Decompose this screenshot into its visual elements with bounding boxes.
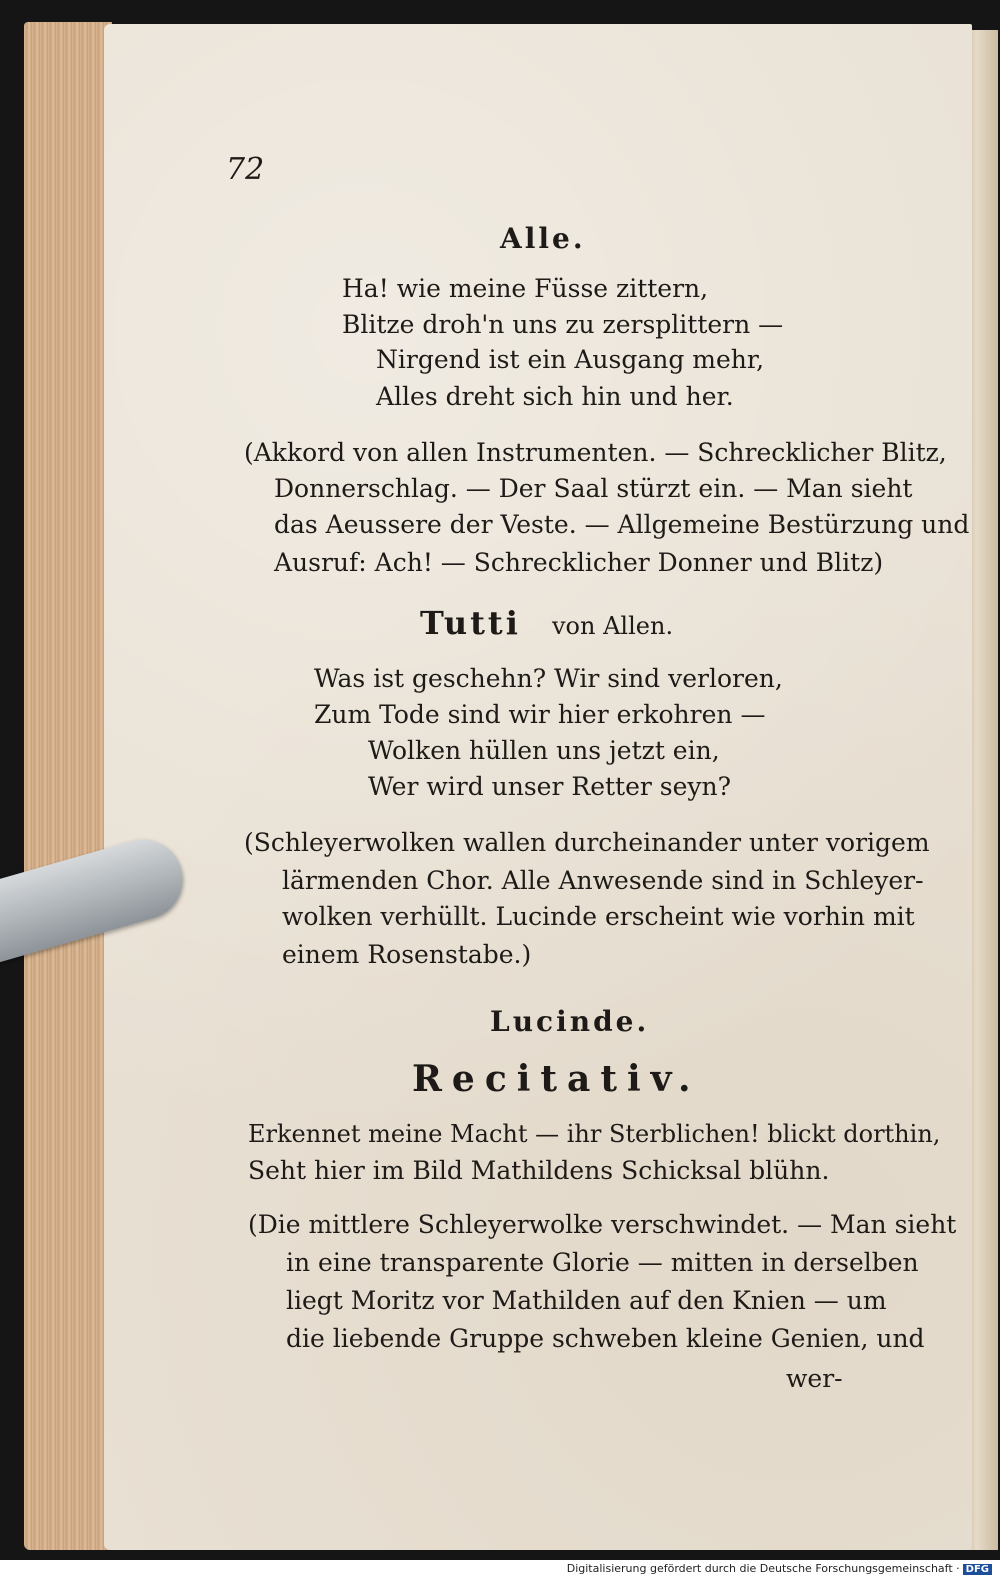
verse1-line: Alles dreht sich hin und her. — [376, 382, 734, 411]
stage-direction-line: wolken verhüllt. Lucinde erscheint wie vorhin mit — [282, 902, 915, 931]
verse2-line: Was ist geschehn? Wir sind verloren, — [314, 664, 783, 693]
heading-lucinde: Lucinde. — [490, 1005, 650, 1038]
verse2-line: Zum Tode sind wir hier erkohren — — [314, 700, 766, 729]
dfg-logo: DFG — [963, 1564, 992, 1575]
recitative-line: Seht hier im Bild Mathildens Schicksal blühn. — [248, 1156, 830, 1185]
stage-direction-line: (Akkord von allen Instrumenten. — Schrecklicher Blitz, — [244, 438, 947, 467]
stage-direction-line: das Aeussere der Veste. — Allgemeine Bestürzung und — [274, 510, 970, 539]
verse1-line: Blitze droh'n uns zu zersplittern — — [342, 310, 784, 339]
heading-alle: Alle. — [500, 222, 586, 255]
recitative-line: Erkennet meine Macht — ihr Sterblichen! blickt dorthin, — [248, 1120, 941, 1148]
page-edges — [24, 22, 112, 1550]
footer-credit — [567, 1562, 992, 1575]
stage-direction-line: Donnerschlag. — Der Saal stürzt ein. — Man sieht — [274, 474, 913, 503]
page-number: 72 — [226, 152, 265, 187]
footer-text: Digitalisierung gefördert durch die Deutsche Forschungsgemeinschaft · — [566, 1562, 960, 1575]
heading-recitativ: Recitativ. — [412, 1058, 701, 1100]
verse2-line: Wolken hüllen uns jetzt ein, — [368, 736, 720, 765]
catchword: wer- — [786, 1364, 843, 1393]
stage-direction-line: die liebende Gruppe schweben kleine Genien, und — [286, 1324, 925, 1353]
stage-direction-line: in eine transparente Glorie — mitten in derselben — [286, 1248, 919, 1277]
stage-direction-line: Ausruf: Ach! — Schrecklicher Donner und Blitz) — [274, 548, 884, 577]
stage-direction-line: liegt Moritz vor Mathilden auf den Knien — um — [286, 1286, 887, 1315]
stage-direction-line: (Die mittlere Schleyerwolke verschwindet. — Man sieht — [248, 1210, 957, 1239]
stage-direction-line: einem Rosenstabe.) — [282, 940, 532, 969]
verse1-line: Ha! wie meine Füsse zittern, — [342, 274, 709, 303]
verse2-line: Wer wird unser Retter seyn? — [368, 772, 732, 801]
heading-tutti: Tutti — [420, 604, 521, 642]
stage-direction-line: (Schleyerwolken wallen durcheinander unter vorigem — [244, 828, 930, 857]
verse1-line: Nirgend ist ein Ausgang mehr, — [376, 345, 765, 374]
heading-tutti-suffix: von Allen. — [552, 612, 674, 640]
stage-direction-line: lärmenden Chor. Alle Anwesende sind in Schleyer- — [282, 866, 924, 895]
